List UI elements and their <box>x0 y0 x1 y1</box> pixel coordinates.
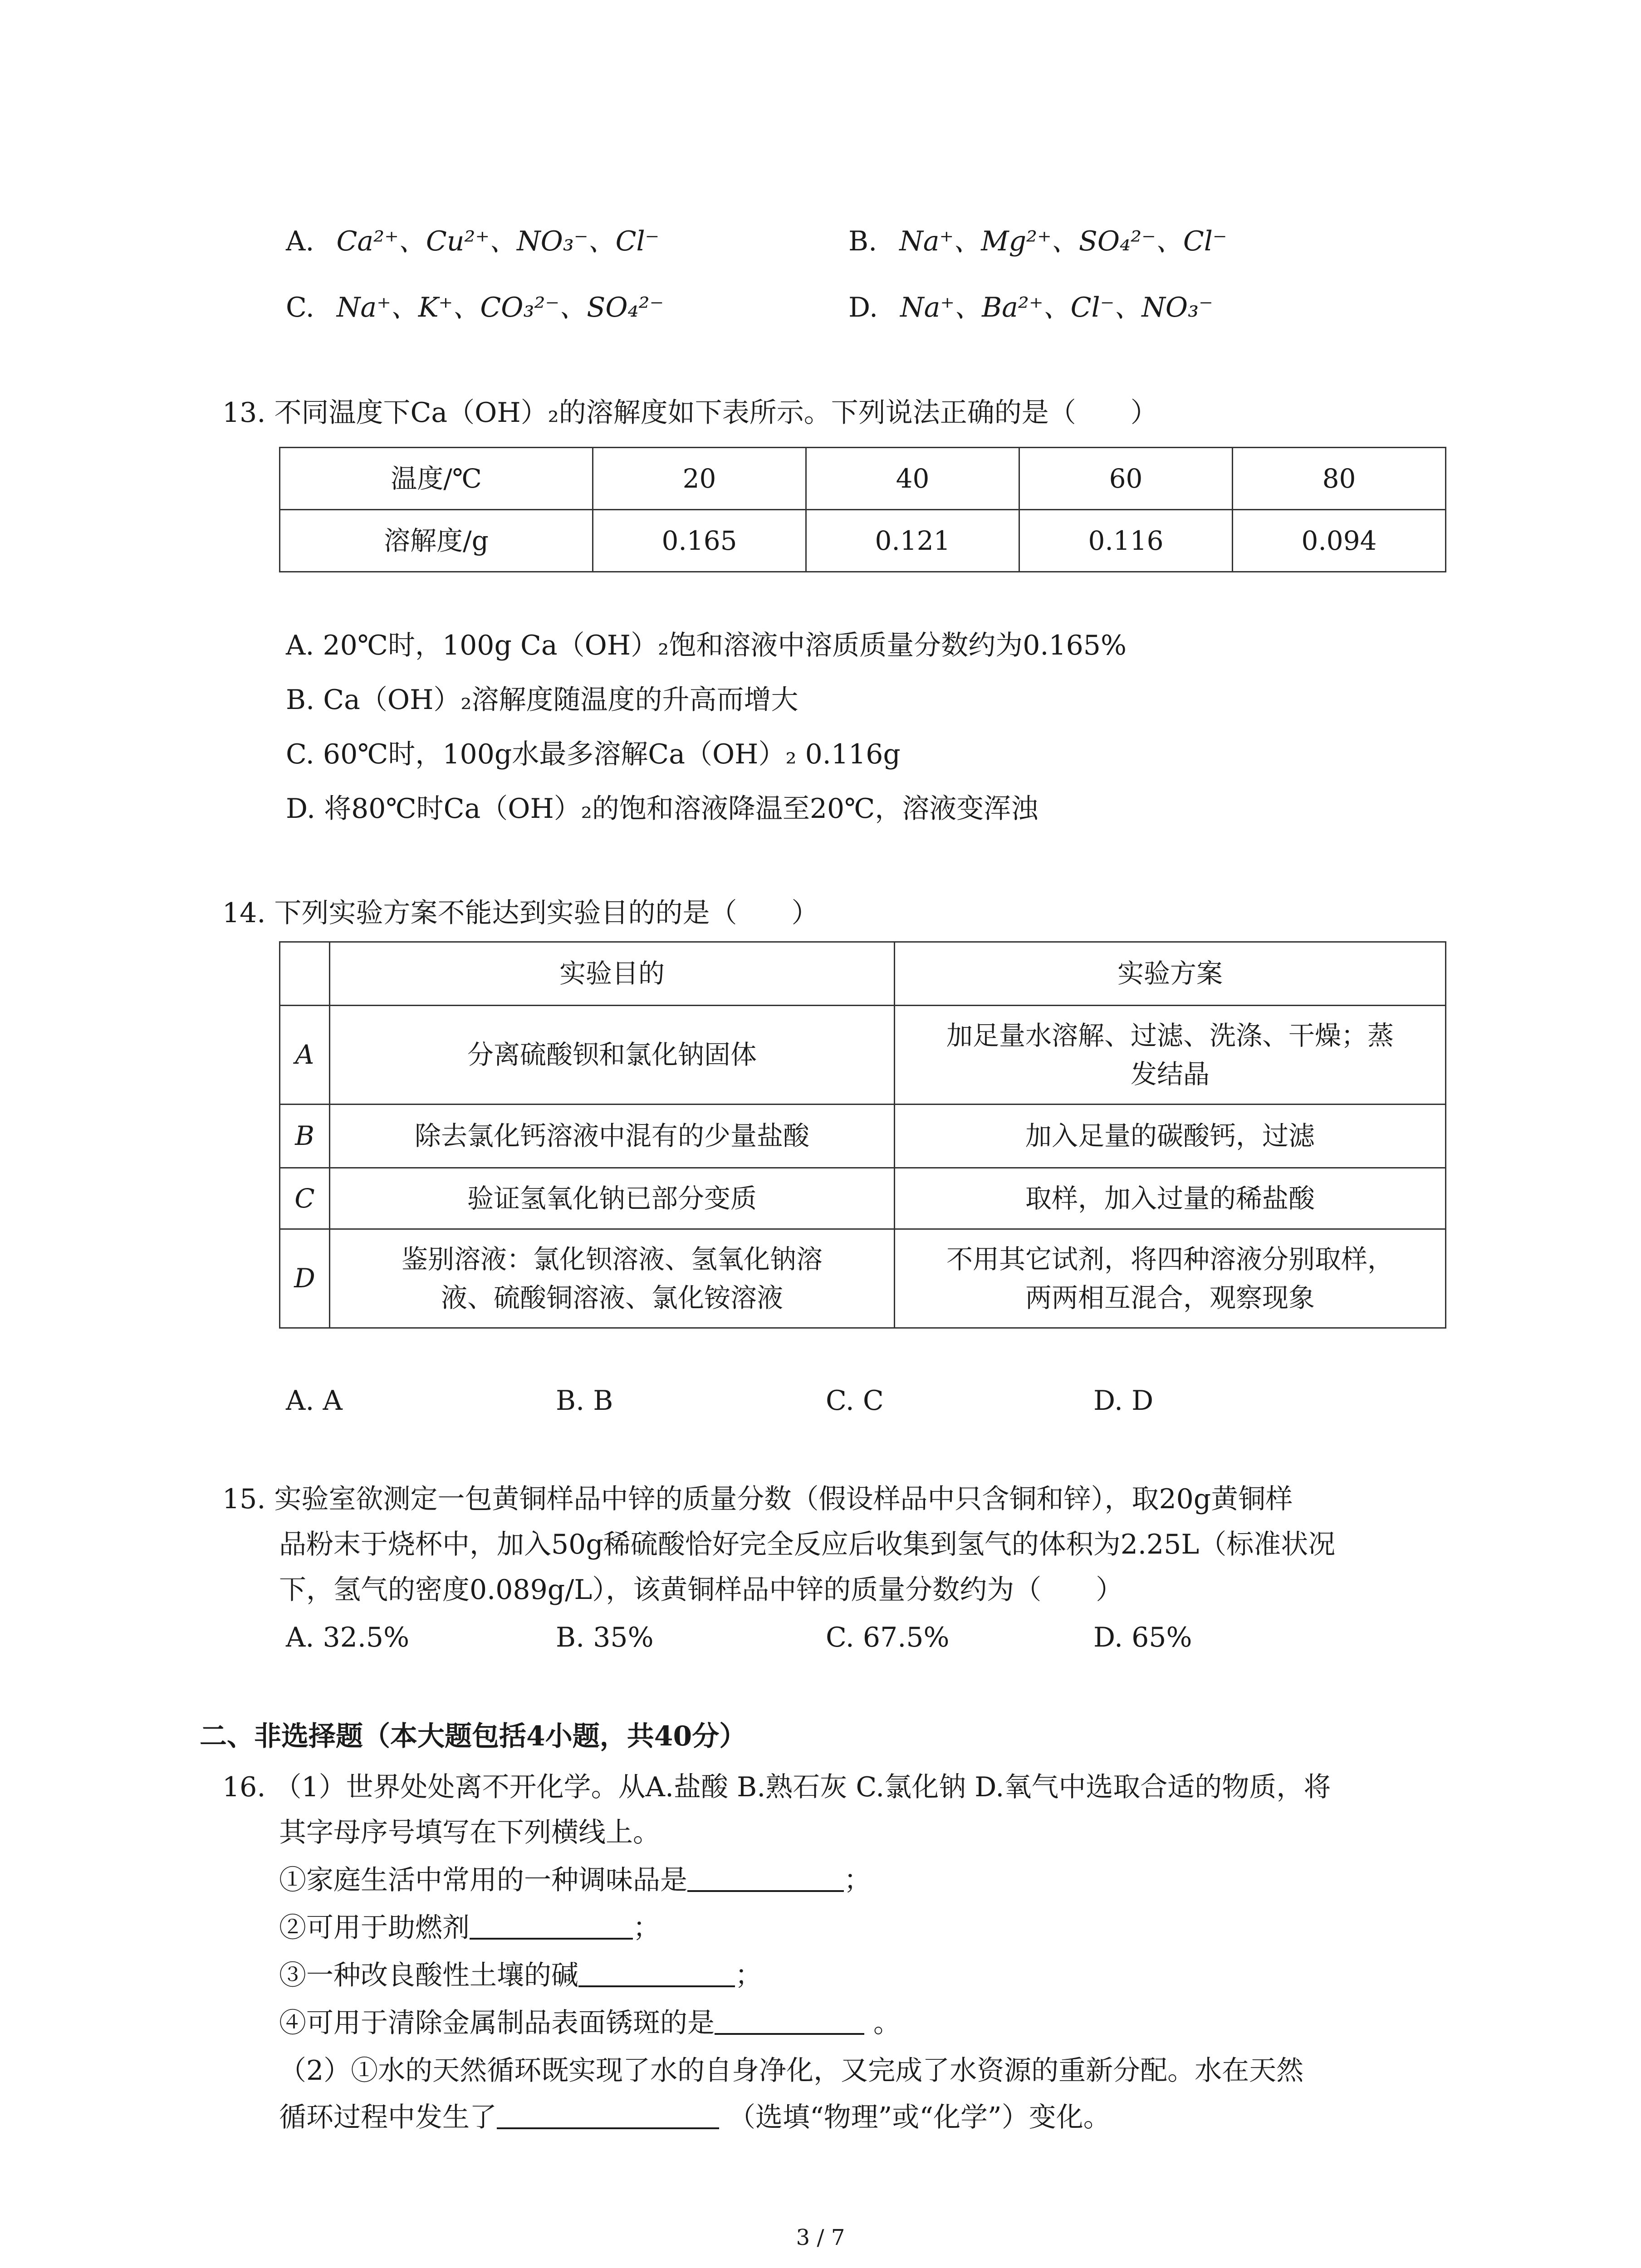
table-cell: 40 <box>806 448 1019 510</box>
table-cell: 实验目的 <box>330 942 895 1006</box>
q13-option-b: B. Ca（OH）₂溶解度随温度的升高而增大 <box>286 684 798 716</box>
option-label: C. <box>286 292 314 323</box>
q13-option-d: D. 将80℃时Ca（OH）₂的饱和溶液降温至20℃，溶液变浑浊 <box>286 793 1038 825</box>
q12-option-a <box>286 225 660 257</box>
table-row <box>280 1229 1446 1328</box>
row-key: A <box>280 1006 330 1105</box>
table-cell <box>280 942 330 1006</box>
item-text: 循环过程中发生了 <box>279 2102 497 2133</box>
purpose-line: 液、硫酸铜溶液、氯化铵溶液 <box>441 1282 783 1313</box>
q14-option-c: C. C <box>826 1385 884 1417</box>
table-cell: 温度/℃ <box>280 448 593 510</box>
table-cell: 0.094 <box>1233 510 1446 572</box>
answer-blank[interactable] <box>578 1963 735 1987</box>
table-row <box>280 1006 1446 1105</box>
q12-option-b <box>848 225 1227 257</box>
q14-option-d: D. D <box>1093 1385 1154 1417</box>
option-label: D. <box>848 292 878 323</box>
item-text: ③一种改良酸性土壤的碱 <box>279 1960 578 1991</box>
answer-blank[interactable] <box>497 2105 719 2129</box>
q16-part2-line-2 <box>279 2104 1111 2131</box>
q14-stem: 14. 下列实验方案不能达到实验目的的是（ ） <box>222 897 819 929</box>
item-text: ①家庭生活中常用的一种调味品是 <box>279 1864 687 1896</box>
q13-stem: 13. 不同温度下Ca（OH）₂的溶解度如下表所示。下列说法正确的是（ ） <box>222 397 1158 429</box>
answer-blank[interactable] <box>470 1915 633 1940</box>
purpose-line: 鉴别溶液：氯化钡溶液、氢氧化钠溶 <box>401 1244 823 1275</box>
plan-line: 发结晶 <box>1130 1058 1210 1090</box>
table-cell: 0.165 <box>593 510 806 572</box>
plan-line: 两两相互混合，观察现象 <box>1025 1282 1315 1313</box>
q13-option-c: C. 60℃时，100g水最多溶解Ca（OH）₂ 0.116g <box>286 738 901 770</box>
row-purpose: 除去氯化钙溶液中混有的少量盐酸 <box>330 1105 895 1168</box>
table-cell: 80 <box>1233 448 1446 510</box>
table-cell: 0.121 <box>806 510 1019 572</box>
q14-option-a: A. A <box>286 1385 343 1417</box>
row-purpose: 分离硫酸钡和氯化钠固体 <box>330 1006 895 1105</box>
table-cell: 60 <box>1019 448 1233 510</box>
option-label: A. <box>286 225 314 257</box>
item-text: ④可用于清除金属制品表面锈斑的是 <box>279 2007 715 2039</box>
plan-line: 不用其它试剂，将四种溶液分别取样， <box>946 1244 1394 1275</box>
item-end: 。 <box>873 2007 901 2039</box>
q15-option-c: C. 67.5% <box>826 1622 950 1653</box>
row-plan: 加入足量的碳酸钙，过滤 <box>895 1105 1446 1168</box>
option-text: Na⁺、Ba²⁺、Cl⁻、NO₃⁻ <box>900 292 1213 323</box>
option-text: Na⁺、Mg²⁺、SO₄²⁻、Cl⁻ <box>899 225 1227 257</box>
option-text: Ca²⁺、Cu²⁺、NO₃⁻、Cl⁻ <box>336 225 660 257</box>
row-purpose <box>330 1229 895 1328</box>
table-row <box>280 1168 1446 1229</box>
answer-blank[interactable] <box>715 2010 864 2035</box>
q15-line-2: 品粉末于烧杯中，加入50g稀硫酸恰好完全反应后收集到氢气的体积为2.25L（标准状况 <box>279 1529 1336 1560</box>
item-end: ； <box>735 1960 762 1991</box>
table-row <box>280 448 1446 510</box>
q16-item-4 <box>279 2009 901 2037</box>
option-text: Na⁺、K⁺、CO₃²⁻、SO₄²⁻ <box>336 292 664 323</box>
item-text: ②可用于助燃剂 <box>279 1912 470 1944</box>
page-number: 3 / 7 <box>796 2225 845 2250</box>
q16-item-2 <box>279 1912 660 1944</box>
q15-line-3: 下，氢气的密度0.089g/L），该黄铜样品中锌的质量分数约为（ ） <box>279 1574 1123 1606</box>
row-key: B <box>280 1105 330 1168</box>
item-end: ； <box>844 1864 871 1896</box>
row-plan: 取样，加入过量的稀盐酸 <box>895 1168 1446 1229</box>
option-label: B. <box>848 225 877 257</box>
item-text: （选填“物理”或“化学”）变化。 <box>728 2102 1111 2133</box>
q16-item-3 <box>279 1962 762 1989</box>
q16-line-1: 16. （1）世界处处离不开化学。从A.盐酸 B.熟石灰 C.氯化钠 D.氧气中选取合适的物质，将 <box>222 1771 1331 1803</box>
section-heading: 二、非选择题（本大题包括4小题，共40分） <box>200 1721 747 1752</box>
item-end: ； <box>633 1912 660 1944</box>
table-row <box>280 510 1446 572</box>
q13-solubility-table <box>279 447 1446 572</box>
q15-option-d: D. 65% <box>1093 1622 1192 1653</box>
table-row <box>280 1105 1446 1168</box>
row-plan <box>895 1006 1446 1105</box>
row-purpose: 验证氢氧化钠已部分变质 <box>330 1168 895 1229</box>
table-header-row <box>280 942 1446 1006</box>
q15-option-b: B. 35% <box>556 1622 654 1653</box>
q15-option-a: A. 32.5% <box>286 1622 410 1653</box>
q16-line-2: 其字母序号填写在下列横线上。 <box>279 1817 660 1848</box>
row-plan <box>895 1229 1446 1328</box>
row-key: C <box>280 1168 330 1229</box>
row-key: D <box>280 1229 330 1328</box>
q15-line-1: 15. 实验室欲测定一包黄铜样品中锌的质量分数（假设样品中只含铜和锌），取20g黄铜样 <box>222 1483 1293 1515</box>
table-cell: 溶解度/g <box>280 510 593 572</box>
q16-item-1 <box>279 1864 871 1896</box>
plan-line: 加足量水溶解、过滤、洗涤、干燥；蒸 <box>946 1020 1394 1051</box>
q12-option-d <box>848 294 1213 321</box>
table-cell: 0.116 <box>1019 510 1233 572</box>
q12-option-c <box>286 294 664 321</box>
answer-blank[interactable] <box>687 1867 844 1892</box>
q14-experiment-table <box>279 941 1446 1329</box>
q16-part2-line-1: （2）①水的天然循环既实现了水的自身净化，又完成了水资源的重新分配。水在天然 <box>279 2055 1304 2087</box>
table-cell: 实验方案 <box>895 942 1446 1006</box>
table-cell: 20 <box>593 448 806 510</box>
q14-option-b: B. B <box>556 1385 613 1417</box>
q13-option-a: A. 20℃时，100g Ca（OH）₂饱和溶液中溶质质量分数约为0.165% <box>286 630 1127 661</box>
